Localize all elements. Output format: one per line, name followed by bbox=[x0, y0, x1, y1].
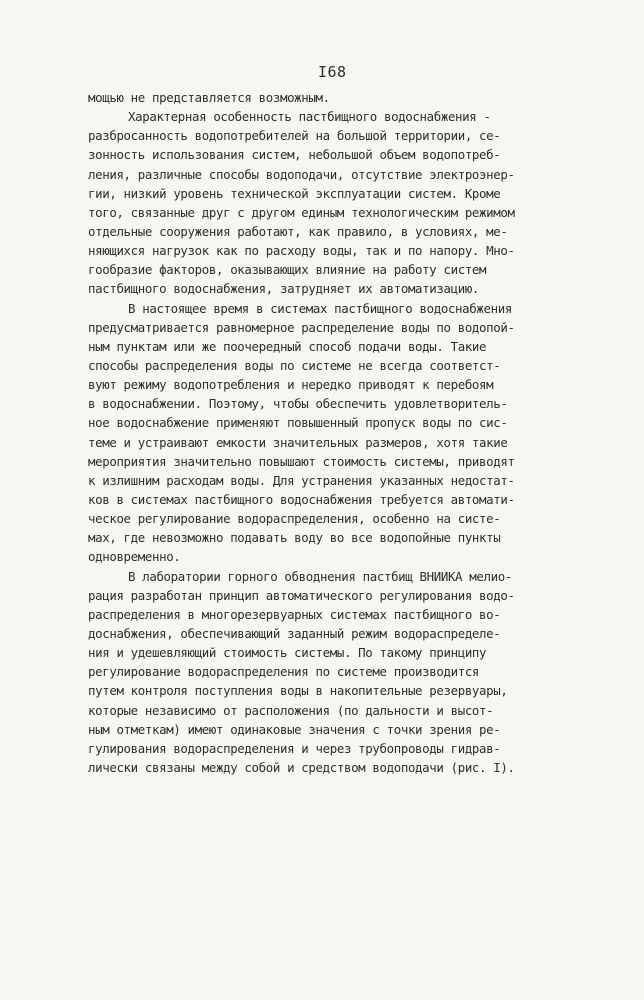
text-line: распределения в многорезервуарных системах пастбищного во- bbox=[88, 606, 501, 622]
text-line: ное водоснабжение применяют повышенный пропуск воды по сис- bbox=[88, 415, 508, 431]
text-line: разбросанность водопотребителей на большой территории, се- bbox=[88, 128, 501, 144]
text-line: доснабжения, обеспечивающий заданный режим водораспределе- bbox=[88, 625, 501, 641]
text-line: гии, низкий уровень технической эксплуатации систем. Кроме bbox=[88, 185, 501, 201]
text-line: зонность использования систем, небольшой объем водопотреб- bbox=[88, 147, 501, 163]
paragraph bbox=[88, 88, 515, 107]
text-line: того, связанные друг с другом единым технологическим режимом bbox=[88, 204, 515, 220]
text-line: отдельные сооружения работают, как правило, в условиях, ме- bbox=[88, 223, 508, 239]
text-line: одновременно. bbox=[88, 549, 181, 565]
text-line: путем контроля поступления воды в накопительные резервуары, bbox=[88, 683, 508, 699]
text-line: мах, где невозможно подавать воду во все водопойные пункты bbox=[88, 530, 501, 546]
text-line: рация разработан принцип автоматического регулирования водо- bbox=[88, 587, 515, 603]
text-line: в водоснабжении. Поэтому, чтобы обеспечить удовлетворитель- bbox=[88, 396, 508, 412]
text-line: В настоящее время в системах пастбищного водоснабжения bbox=[128, 300, 512, 316]
text-line: мероприятия значительно повышают стоимость системы, приводят bbox=[88, 453, 515, 469]
body-text bbox=[88, 88, 515, 777]
text-line: вуют режиму водопотребления и нередко приводят к перебоям bbox=[88, 377, 494, 393]
text-line: предусматривается равномерное распределение воды по водопой- bbox=[88, 319, 515, 335]
page-number: I68 bbox=[318, 63, 347, 81]
text-line: теме и устраивают емкости значительных размеров, хотя такие bbox=[88, 434, 508, 450]
paragraph bbox=[88, 299, 515, 567]
text-line: гообразие факторов, оказывающих влияние на работу систем bbox=[88, 262, 487, 278]
text-line: гулирования водораспределения и через трубопроводы гидрав- bbox=[88, 740, 501, 756]
text-line: ным отметкам) имеют одинаковые значения с точки зрения ре- bbox=[88, 721, 501, 737]
paragraph bbox=[88, 567, 515, 778]
text-line: няющихся нагрузок как по расходу воды, так и по напору. Мно- bbox=[88, 243, 515, 259]
paragraph bbox=[88, 107, 515, 298]
text-line: лически связаны между собой и средством водоподачи (рис. I). bbox=[88, 759, 515, 775]
text-line: к излишним расходам воды. Для устранения указанных недостат- bbox=[88, 472, 515, 488]
text-line: В лаборатории горного обводнения пастбищ ВНИИКА мелио- bbox=[128, 568, 512, 584]
text-line: ным пунктам или же поочередный способ подачи воды. Такие bbox=[88, 338, 487, 354]
text-line: способы распределения воды по системе не всегда соответст- bbox=[88, 357, 501, 373]
text-line: ков в системах пастбищного водоснабжения требуется автомати- bbox=[88, 491, 515, 507]
text-line: Характерная особенность пастбищного водоснабжения - bbox=[128, 109, 491, 125]
text-line: мощью не представляется возможным. bbox=[88, 90, 330, 105]
text-line: ческое регулирование водораспределения, особенно на систе- bbox=[88, 511, 501, 527]
text-line: которые независимо от расположения (по дальности и высот- bbox=[88, 702, 494, 718]
text-line: ления, различные способы водоподачи, отсутствие электроэнер- bbox=[88, 166, 515, 182]
text-line: регулирование водораспределения по системе производится bbox=[88, 664, 480, 680]
text-line: пастбищного водоснабжения, затрудняет их автоматизацию. bbox=[88, 281, 480, 297]
text-line: ния и удешевляющий стоимость системы. По такому принципу bbox=[88, 645, 487, 661]
